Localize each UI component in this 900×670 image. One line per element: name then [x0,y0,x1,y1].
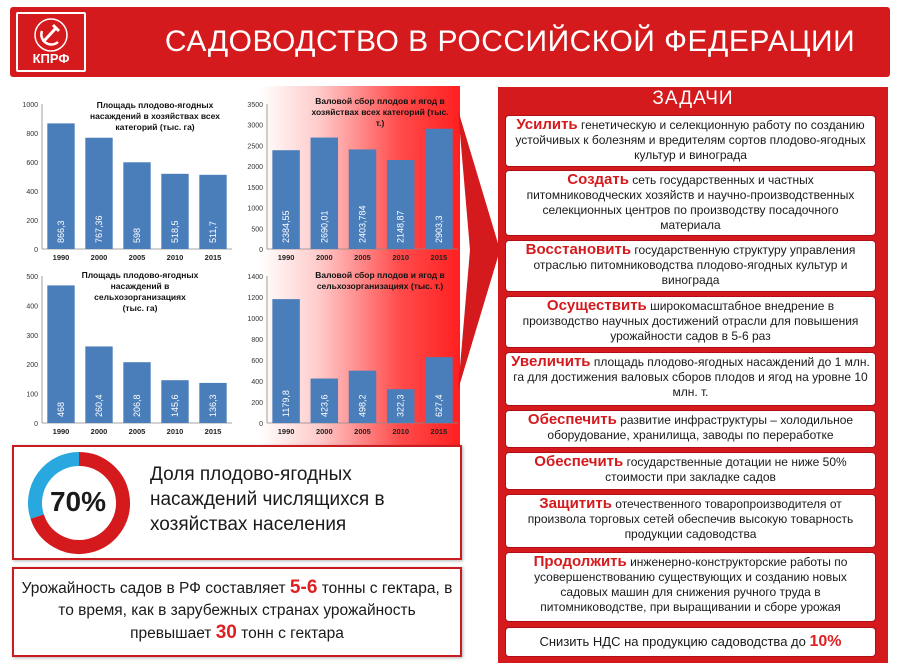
x-tick-label: 1990 [52,253,70,262]
task-verb: Осуществить [546,297,647,314]
x-tick-label: 2015 [430,427,448,436]
task-item [505,452,876,490]
bar-value-label: 260,4 [94,394,104,417]
bar-value-label: 511,7 [208,221,218,243]
bar-value-label: 627,4 [433,394,444,417]
task-verb: Продолжить [533,553,627,570]
bar-value-label: 2903,3 [433,215,444,243]
task-text: площадь плодово-ягодных насаждений до 1 млн. га для достижения валовых сборов плодов и ягод на уровне 10 млн. т. [513,355,870,399]
x-tick-label: 2010 [392,253,410,262]
x-tick-label: 2005 [354,427,371,436]
task-text: широкомасштабное внедрение в производство научных достижений отрасли для повышения урожайности садов в 5-6 раз [522,299,859,343]
y-tick-label: 100 [26,391,38,399]
y-tick-label: 400 [251,379,263,386]
task-verb: Усилить [516,116,578,133]
y-tick-label: 800 [26,131,38,138]
bar-value-label: 518,5 [170,220,180,243]
chart-title: Площадь плодово-ягодных [81,270,199,280]
arrow-right-icon [458,110,503,390]
task-item [505,494,876,548]
y-tick-label: 2500 [247,143,263,151]
x-tick-label: 2015 [430,253,448,262]
y-tick-label: 1200 [247,295,263,302]
bar-value-label: 206,8 [132,394,142,417]
bar-value-label: 2690,01 [319,210,330,243]
x-tick-label: 2000 [315,427,333,436]
bar-value-label: 2148,87 [395,210,406,243]
y-tick-label: 3500 [247,102,263,109]
x-tick-label: 2000 [90,427,108,436]
task-item [505,115,876,167]
task-text: государственные дотации не ниже 50% стоимости при закладке садов [605,455,847,484]
task-text: сеть государственных и частных питомниководческих хозяйств и научно-производственных селекционных центров по производству посадочного материала [526,173,855,232]
yield-text-1: Урожайность садов в РФ составляет [21,580,290,597]
task-text: государственную структуру управления отраслью питомниководства плодово-ягодных культур и винограда [533,243,856,287]
yield-text-2: тонны с гектара, в то время, как в зарубежных странах урожайность превышает [58,580,453,642]
yield-text-3: тонн с гектара [236,625,344,642]
x-tick-label: 2005 [354,253,371,262]
bar-value-label: 498,2 [357,394,368,417]
chart-title: насаждений в хозяйствах всех [89,111,221,121]
chart-title: т.) [375,118,385,128]
y-tick-label: 1000 [247,316,263,323]
bar-value-label: 767,36 [94,215,104,243]
yield-value-abroad: 30 [215,622,237,643]
y-tick-label: 300 [26,332,38,340]
y-tick-label: 0 [34,421,38,428]
y-tick-label: 500 [251,226,263,234]
x-tick-label: 2010 [166,253,184,262]
y-tick-label: 3000 [247,122,263,130]
y-tick-label: 0 [259,247,263,254]
task-verb: Увеличить [511,353,591,370]
y-tick-label: 0 [34,247,38,254]
x-tick-label: 1990 [277,253,295,262]
task-item [505,552,876,622]
task-item [505,352,876,406]
share-percent: 70% [49,486,107,517]
y-tick-label: 400 [26,189,38,196]
x-tick-label: 2005 [128,427,146,436]
y-tick-label: 200 [26,218,38,225]
vat-text: Снизить НДС на продукцию садоводства до [539,634,810,649]
x-tick-label: 2010 [392,427,410,436]
task-item [505,240,876,292]
share-description: Доля плодово-ягодных насаждений числящихся в хозяйствах населения [150,464,385,535]
task-text: инженерно-конструкторские работы по усовершенствованию существующих и созданию новых садовых машин для снижения ручного труда в питомниководстве, при выращивании и сборе урожая [534,555,848,614]
x-tick-label: 2015 [204,427,222,436]
yield-value-ru: 5-6 [289,577,318,598]
y-tick-label: 500 [26,274,38,281]
bar-value-label: 423,6 [319,394,330,417]
task-verb: Восстановить [525,241,632,258]
y-tick-label: 800 [251,337,263,344]
task-text: генетическую и селекционную работу по созданию устойчивых к болезням и вредителям сортов плодово-ягодных культур и винограда [515,118,866,162]
task-text: отечественного товаропроизводителя от произвола торговых сетей обеспечив высокую товарность продукции садоводства [527,497,854,541]
y-tick-label: 200 [26,362,38,370]
bar-value-label: 1179,8 [281,390,292,417]
task-item [505,296,876,348]
x-tick-label: 1990 [277,427,295,436]
vat-value: 10% [809,633,842,650]
x-tick-label: 2000 [315,253,333,262]
hammer-sickle-icon [18,14,84,54]
y-tick-label: 1000 [22,102,38,109]
chart-title: сельхозорганизациях [94,292,186,302]
bar-value-label: 2384,55 [281,210,292,243]
task-verb: Защитить [539,495,612,512]
y-tick-label: 2000 [247,164,263,172]
bar-value-label: 136,3 [208,394,218,417]
task-verb: Создать [567,171,629,188]
y-tick-label: 600 [251,358,263,365]
y-tick-label: 200 [251,400,263,407]
x-tick-label: 2005 [128,253,146,262]
y-tick-label: 1000 [247,205,263,213]
task-verb: Обеспечить [534,453,624,470]
page-title: САДОВОДСТВО В РОССИЙСКОЙ ФЕДЕРАЦИИ [164,25,856,58]
x-tick-label: 1990 [52,427,70,436]
tasks-title: ЗАДАЧИ [652,88,734,109]
bar-value-label: 468 [56,401,66,417]
bar-value-label: 145,6 [170,394,180,417]
y-tick-label: 400 [26,303,38,311]
chart-title: хозяйствах всех категорий (тыс. [311,107,449,117]
x-tick-label: 2010 [166,427,184,436]
x-tick-label: 2015 [204,253,222,262]
bar-value-label: 2403,784 [357,205,368,243]
party-logo [16,12,86,72]
chart-title: Валовой сбор плодов и ягод в [315,96,445,106]
y-tick-label: 1500 [247,184,263,192]
y-tick-label: 1400 [247,274,263,281]
x-tick-label: 2000 [90,253,108,262]
bar-value-label: 322,3 [395,394,406,417]
yield-panel [12,567,462,657]
chart-title: (тыс. га) [122,303,158,313]
y-tick-label: 600 [26,160,38,167]
chart-title: Валовой сбор плодов и ягод в [315,270,445,280]
task-item [505,170,876,236]
task-item [505,410,876,448]
bar-value-label: 598 [132,227,142,243]
chart-title: насаждений в [110,281,170,291]
task-vat [505,627,876,657]
y-tick-label: 0 [259,421,263,428]
chart-title: Площадь плодово-ягодных [96,100,214,110]
logo-text: КПРФ [32,51,70,66]
chart-title: категорий (тыс. га) [115,122,195,132]
task-text: развитие инфраструктуры – холодильное оборудование, хранилища, заводы по переработке [547,413,854,442]
task-verb: Обеспечить [527,411,617,428]
bar-value-label: 866,3 [56,220,66,243]
chart-title: сельхозорганизациях (тыс. т.) [316,281,444,291]
charts-area [0,86,470,446]
